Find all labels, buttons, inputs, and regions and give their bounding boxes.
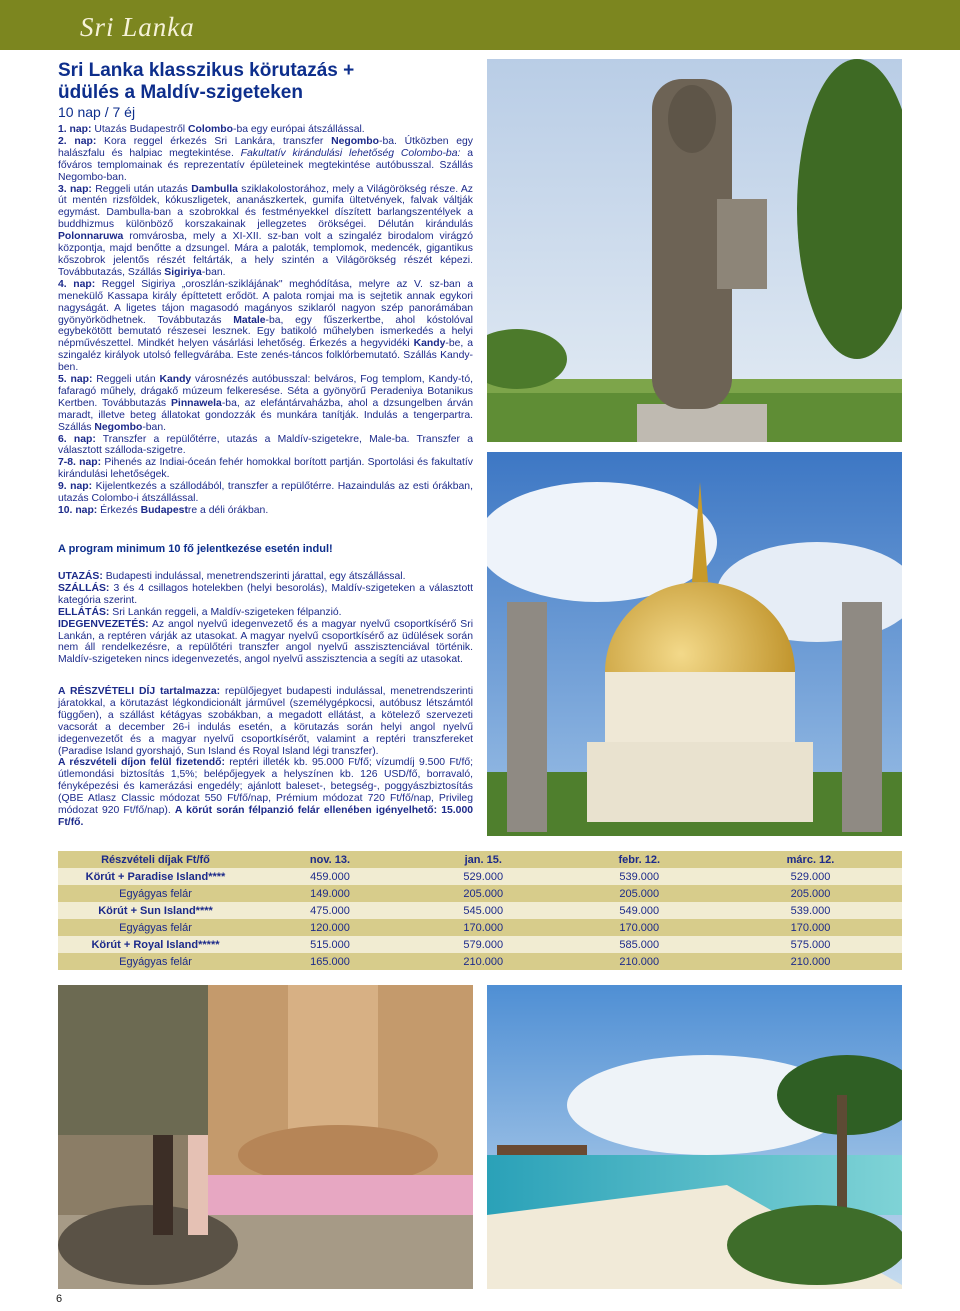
- price-table: [58, 851, 902, 970]
- table-row: Körút + Paradise Island**** 459.000 529.000 539.000 529.000: [58, 868, 902, 885]
- table-row: Körút + Sun Island**** 475.000 545.000 549.000 539.000: [58, 902, 902, 919]
- day-3: 3. nap: Reggeli után utazás Dambulla sziklakolostorához, mely a Világörökség része. Az út mentén rizsföldek, kókuszligetek, ananászkertek, gumifa ültetvények, falvak váltják egymást. Dambulla-ban a szobrokkal és festményekkel díszített barlangszentélyek a buddhizmus különböző korszakainak jellegzetes örökségei. Délután kirándulás Polonnaruwa romvárosba, mely a XI-XII. sz-ban volt a szingaléz birodalom virágzó központja, majd benőtte a dzsungel. Mára a paloták, templomok, medencék, gigantikus kőszobrok jelentős részét feltárták, a hely szintén a Világörökség részét képezi. Továbbutazás, Szállás Sigiriya-ban.: [58, 183, 473, 278]
- day-1: 1. nap: Utazás Budapestről Colombo-ba egy európai átszállással.: [58, 124, 365, 135]
- statue-photo: [487, 59, 902, 442]
- price-details: A RÉSZVÉTELI DÍJ tartalmazza: repülőjegyet budapesti indulással, menetrendszerinti járatokkal, a körutazást légkondicionált járművel (személygépkocsi, autóbusz létszámtól függően), a szállást kétágyas szobákban, a megadott ellátást, a kötelező szervezeti vacsorát a december 26-i indulás esetén, a körutazás során helyi angol nyelvű idegenvezetőt és a magyar nyelvű csoportkísérőt, valamint a reptéri transzfereket (Paradise Island gyorshajó, Sun Island és Royal Island légi transzfer). A részvételi díjon felül fizetendő: reptéri illeték kb. 95.000 Ft/fő; vízumdíj 9.500 Ft/fő; útlemondási biztosítás 1,5%; belépőjegyek a helyszínen kb. 126 USD/fő, borravaló, fényképezési és kamerázási engedély; ajánlott baleset-, betegség-, poggyászbiztosítás (QBE Atlasz Classic módozat 550 Ft/fő/nap, Prémium módozat 720 Ft/fő/nap, Privileg módozat 920 Ft/fő/nap). A körút során félpanzió felár ellenében igényelhető: 15.000 Ft/fő.: [58, 686, 473, 828]
- buddha-feet-illustration: [58, 985, 473, 1289]
- stupa-illustration: [487, 452, 902, 836]
- price-header-date: nov. 13.: [253, 851, 407, 868]
- price-header-date: febr. 12.: [560, 851, 719, 868]
- itinerary: [58, 124, 473, 517]
- day-2: 2. nap: Kora reggel érkezés Sri Lankára, transzfer Negombo-ba. Útközben egy halászfalu és halpiac megtekintése. Fakultatív kirándulási lehetőség Colombo-ba: a főváros templomainak és reprezentatív épületeinek megtekintése autóbusszal. Szállás Negombo-ban.: [58, 135, 473, 183]
- price-header-title: Részvételi díjak Ft/fő: [58, 851, 253, 868]
- buddha-feet-photo: [58, 985, 473, 1289]
- day-6: 6. nap: Transzfer a repülőtérre, utazás a Maldív-szigetekre, Male-ba. Transzfer a választott szálloda-szigetre.: [58, 433, 473, 457]
- region-title: Sri Lanka: [80, 12, 195, 42]
- page-number: 6: [56, 1293, 63, 1305]
- statue-illustration: [487, 59, 902, 442]
- beach-photo: [487, 985, 902, 1289]
- table-row: Egyágyas felár 149.000 205.000 205.000 205.000: [58, 885, 902, 902]
- tour-title: Sri Lanka klasszikus körutazás + üdülés a Maldív-szigeteken: [58, 60, 355, 103]
- price-header-date: jan. 15.: [407, 851, 560, 868]
- table-row: Egyágyas felár 120.000 170.000 170.000 170.000: [58, 919, 902, 936]
- beach-illustration: [487, 985, 902, 1289]
- day-10: 10. nap: Érkezés Budapestre a déli órákban.: [58, 505, 269, 516]
- table-row: Körút + Royal Island***** 515.000 579.000 585.000 575.000: [58, 936, 902, 953]
- price-header-date: márc. 12.: [719, 851, 902, 868]
- table-row: Egyágyas felár 165.000 210.000 210.000 210.000: [58, 953, 902, 970]
- header-bar: [0, 0, 960, 50]
- day-9: 9. nap: Kijelentkezés a szállodából, transzfer a repülőtérre. Hazaindulás az esti órákban, utazás Colombo-i átszállással.: [58, 481, 473, 505]
- travel-info: UTAZÁS: Budapesti indulással, menetrendszerinti járattal, egy átszállással. SZÁLLÁS: 3 és 4 csillagos hotelekben (helyi besorolás), Maldív-szigeteken a választott kategória szerint. ELLÁTÁS: Sri Lankán reggeli, a Maldív-szigeteken félpanzió. IDEGENVEZETÉS: Az angol nyelvű idegenvezető és a magyar nyelvű csoportkísérő Sri Lankán, a reptéren várják az utasokat. A magyar nyelvű csoportkísérő az üdülések során nem áll rendelkezésre, a repülőtéri transzfer angol nyelvű asszisztenciával történik. Maldív-szigeteken nincs idegenvezetés, angol nyelvű asszisztencia a segíti az utasokat.: [58, 571, 473, 666]
- minimum-notice: A program minimum 10 fő jelentkezése esetén indul!: [58, 543, 333, 555]
- stupa-photo: [487, 452, 902, 836]
- day-5: 5. nap: Reggeli után Kandy városnézés autóbusszal: belváros, Fog templom, Kandy-tó, fafaragó műhely, drágakő múzeum felkeresése. Séta a gyönyörű Peradeniya Botanikus Kertben. Továbbutazás Pinnawela-ba, az elefántárvaházba, ahol a dzsungelben árván maradt, illetve beteg állatokat gondozzák és munkára tanítják. Indulás a tengerpartra. Szállás Negombo-ban.: [58, 374, 474, 433]
- tour-duration: 10 nap / 7 éj: [58, 104, 136, 120]
- day-4: 4. nap: Reggel Sigiriya „oroszlán-sziklájának" meghódítása, melyre az V. sz-ban a menekülő Kassapa király építtetett erődöt. A palota romjai ma is sejtetik annak egykori nagyságát. A ligetes tájon magasodó magányos sziklaról nagyon szép panorámában gyönyörködhetnek. Továbbutazás Matale-ba, egy fűszerkertbe, ahol kóstolóval egybekötött bemutató részesei lesznek. Egy batikoló műhelyben ismerkedés a helyi népművészettel. Mindkét helyen vásárlási lehetőség. Érkezés a hegyvidéki Kandy-be, a szingaléz királyok utolsó fellegvárába. Este zenés-táncos folklórbemutató. Szállás Kandy-ben.: [58, 278, 473, 374]
- day-7-8: 7-8. nap: Pihenés az Indiai-óceán fehér homokkal borított partján. Sportolási és fakultatív kirándulási lehetőségek.: [58, 457, 473, 481]
